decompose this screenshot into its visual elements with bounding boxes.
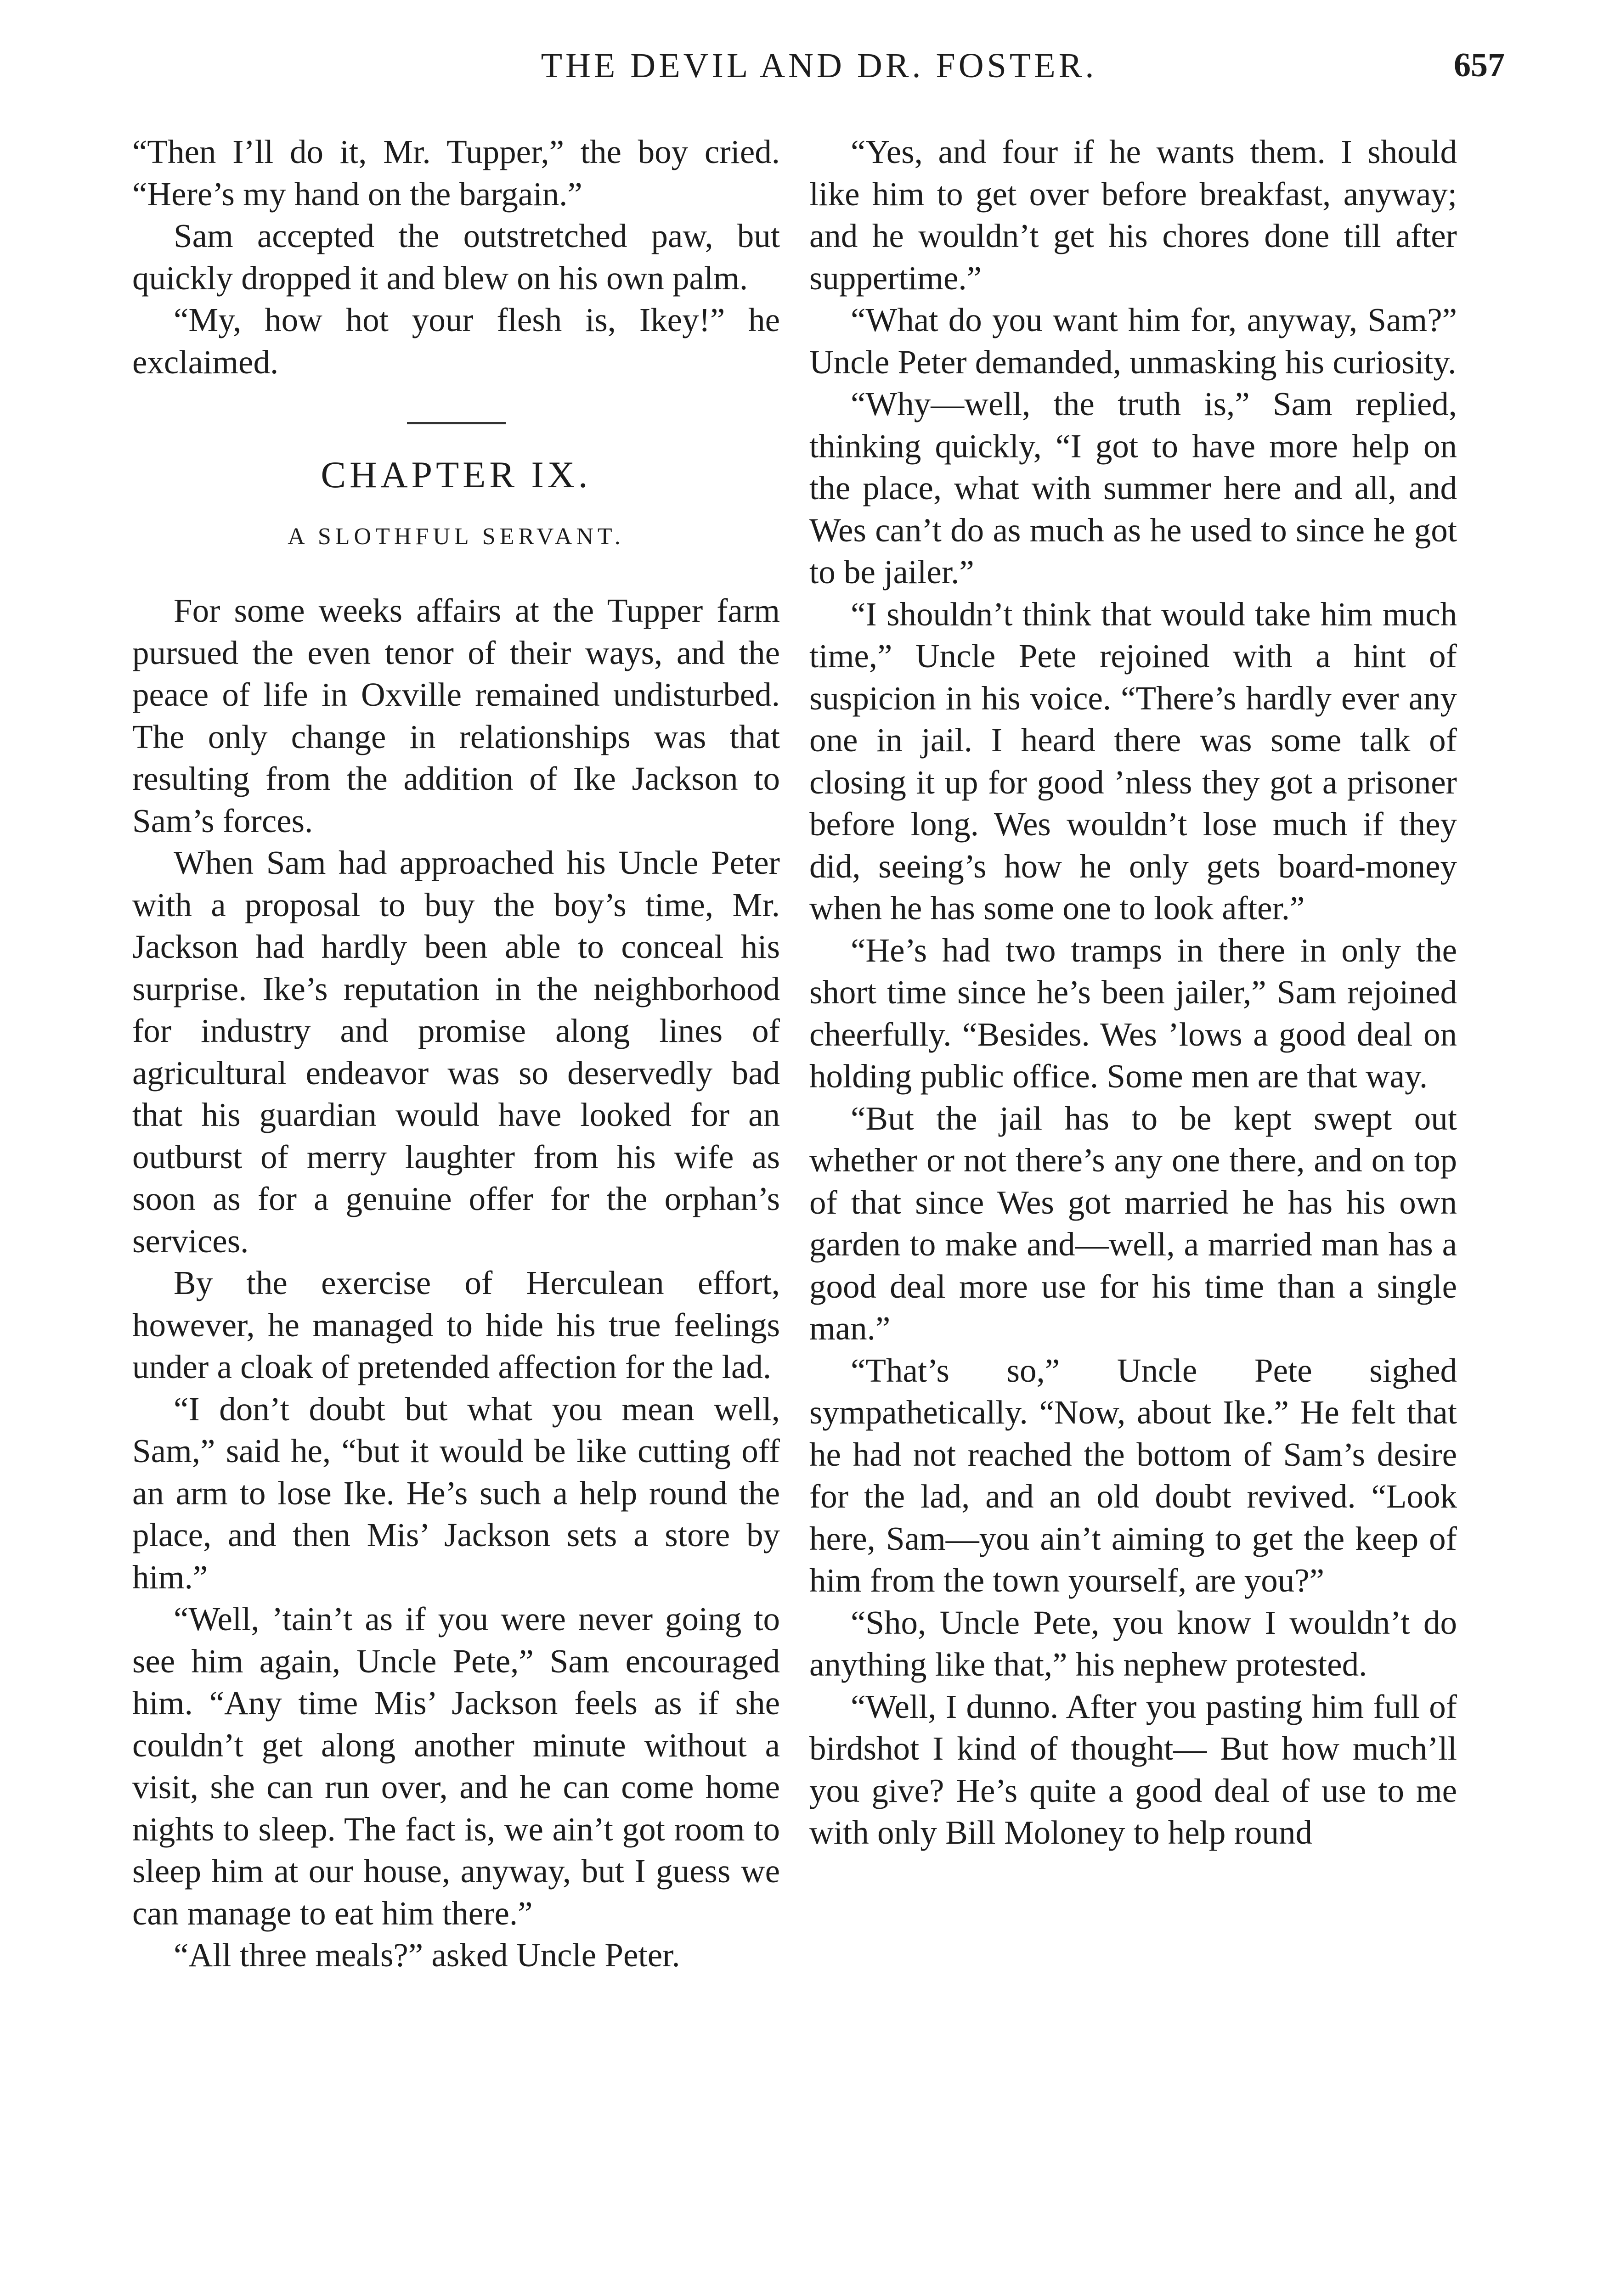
paragraph: “What do you want him for, anyway, Sam?” Uncle Peter demanded, unmasking his curiosity. xyxy=(809,301,1457,381)
chapter-heading: CHAPTER IX. xyxy=(321,454,592,495)
paragraph: “Then I’ll do it, Mr. Tupper,” the boy cried. “Here’s my hand on the bargain.” xyxy=(132,133,780,213)
page-number: 657 xyxy=(1454,46,1505,84)
paragraph: “My, how hot your flesh is, Ikey!” he exclaimed. xyxy=(132,301,780,381)
paragraph: “I shouldn’t think that would take him much time,” Uncle Pete rejoined with a hint of suspicion in his voice. “There’s hardly ever any one in jail. I heard there was some talk of closing it up for good ’nless they got a prisoner before long. Wes wouldn’t lose much if they did, seeing’s how he only gets board-money when he has some one to look after.” xyxy=(809,595,1457,927)
running-head xyxy=(133,46,1505,96)
paragraph: “But the jail has to be kept swept out whether or not there’s any one there, and on top of that since Wes got married he has his own garden to make and—well, a married man has a good deal more use for his time than a single man.” xyxy=(809,1099,1457,1347)
section-divider xyxy=(407,422,506,424)
paragraph: “All three meals?” asked Uncle Peter. xyxy=(174,1936,680,1974)
paragraph: For some weeks affairs at the Tupper farm pursued the even tenor of their ways, and the peace of life in Oxville remained undisturbed. The only change in relationships was that resulting from the addition of Ike Jackson to Sam’s forces. xyxy=(132,592,780,839)
left-column xyxy=(132,131,780,2296)
paragraph: “That’s so,” Uncle Pete sighed sympathetically. “Now, about Ike.” He felt that he had not reached the bottom of Sam’s desire for the lad, and an old doubt revived. “Look here, Sam—you ain’t aiming to get the keep of him from the town yourself, are you?” xyxy=(809,1351,1457,1599)
paragraph: “Yes, and four if he wants them. I should like him to get over before breakfast, anyway; and he wouldn’t get his chores done till after suppertime.” xyxy=(809,133,1457,297)
paragraph: “He’s had two tramps in there in only the short time since he’s been jailer,” Sam rejoined cheerfully. “Besides. Wes ’lows a good deal on holding public office. Some men are that way. xyxy=(809,931,1457,1095)
chapter-subtitle: A SLOTHFUL SERVANT. xyxy=(288,523,625,550)
paragraph: Sam accepted the outstretched paw, but quickly dropped it and blew on his own palm. xyxy=(132,217,780,297)
paragraph: “Well, ’tain’t as if you were never going to see him again, Uncle Pete,” Sam encouraged him. “Any time Mis’ Jackson feels as if she couldn’t get along another minute without a visit, she can run over, and he can come home nights to sleep. The fact is, we ain’t got room to sleep him at our house, anyway, but I guess we can manage to eat him there.” xyxy=(132,1600,780,1932)
paragraph: When Sam had approached his Uncle Peter with a proposal to buy the boy’s time, Mr. Jackson had hardly been able to conceal his surprise. Ike’s reputation in the neighborhood for industry and promise along lines of agricultural endeavor was so deservedly bad that his guardian would have looked for an outburst of merry laughter from his wife as soon as for a genuine offer for the orphan’s services. xyxy=(132,844,780,1260)
paragraph: “I don’t doubt but what you mean well, Sam,” said he, “but it would be like cutting off an arm to lose Ike. He’s such a help round the place, and then Mis’ Jackson sets a store by him.” xyxy=(132,1390,780,1596)
right-column xyxy=(809,131,1457,2296)
paragraph: “Why—well, the truth is,” Sam replied, thinking quickly, “I got to have more help on the place, what with summer here and all, and Wes can’t do as much as he used to since he got to be jailer.” xyxy=(809,385,1457,591)
paragraph: “Well, I dunno. After you pasting him full of birdshot I kind of thought— But how much’ll you give? He’s quite a good deal of use to me with only Bill Moloney to help round xyxy=(809,1688,1457,1851)
running-title: THE DEVIL AND DR. FOSTER. xyxy=(541,46,1097,85)
paragraph: “Sho, Uncle Pete, you know I wouldn’t do anything like that,” his nephew protested. xyxy=(809,1604,1457,1683)
paragraph: By the exercise of Herculean effort, however, he managed to hide his true feelings under a cloak of pretended affection for the lad. xyxy=(132,1264,780,1385)
